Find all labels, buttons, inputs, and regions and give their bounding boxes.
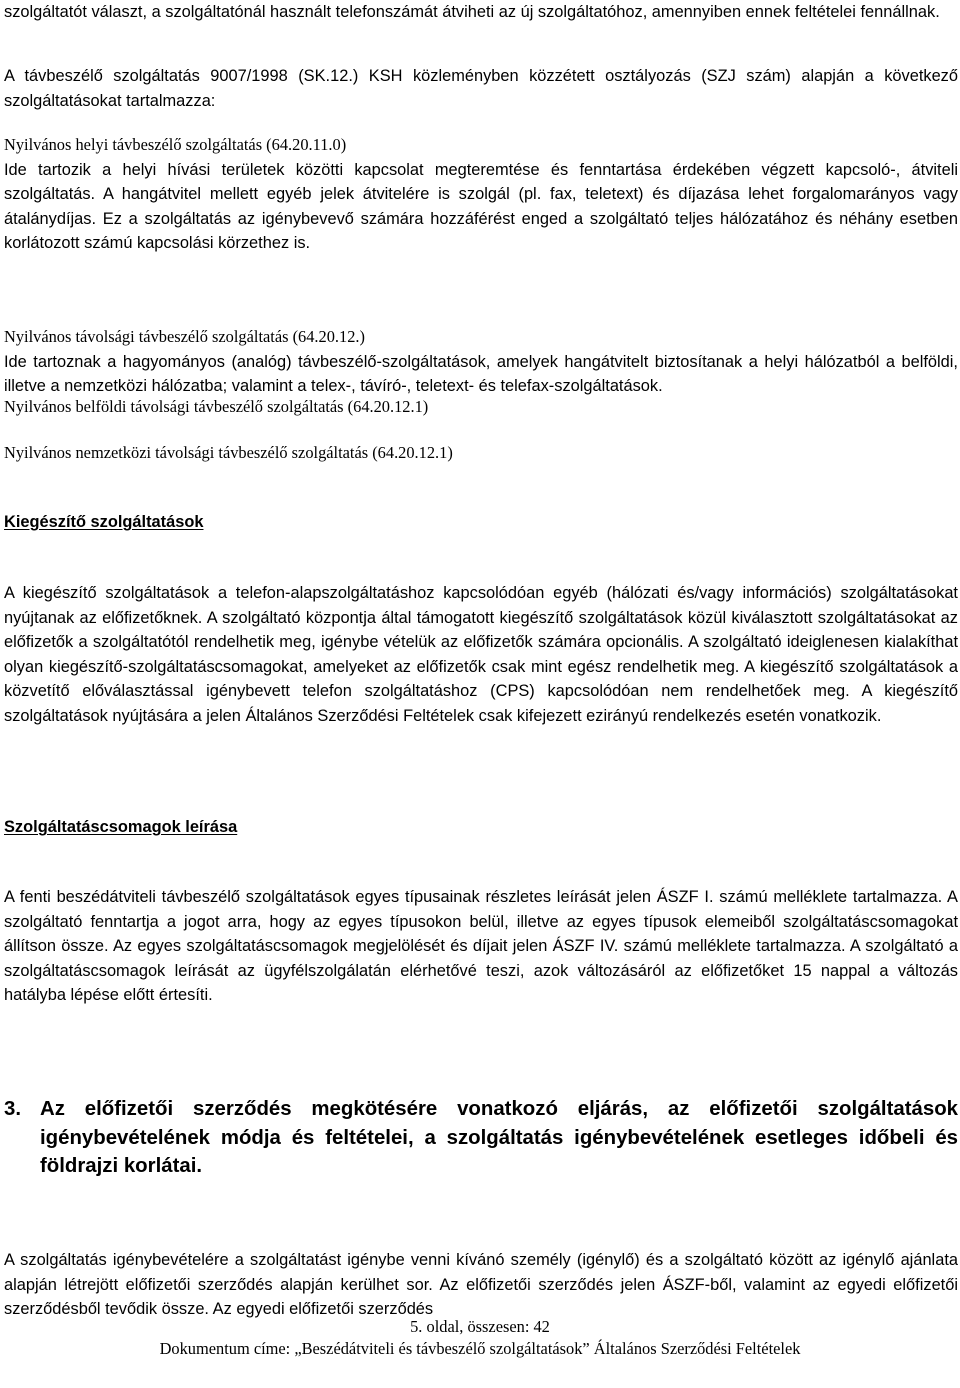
footer-document-title: Dokumentum címe: „Beszédátviteli és távbeszélő szolgáltatások” Általános Szerződési Feltételek	[159, 1339, 801, 1358]
international-long-distance-title: Nyilvános nemzetközi távolsági távbeszélő szolgáltatás (64.20.12.1)	[4, 443, 453, 462]
page-footer	[0, 1316, 960, 1360]
footer-page-info: 5. oldal, összesen: 42	[410, 1317, 550, 1336]
packages-section	[4, 814, 958, 840]
long-distance-service-text: Ide tartoznak a hagyományos (analóg) távbeszélő-szolgáltatások, amelyek hangátvitelt biztosítanak a helyi hálózatból a belföldi, illetve a nemzetközi hálózatba; valamint a telex-, távíró-, teletext- és telefax-szolgáltatások.	[4, 352, 958, 395]
packages-heading: Szolgáltatáscsomagok leírása	[4, 818, 238, 836]
supplementary-text: A kiegészítő szolgáltatások a telefon-alapszolgáltatáshoz kapcsolódóan egyéb (hálózati és/vagy információs) szolgáltatásokat nyújtanak az előfizetőknek. A szolgáltató központja által támogatott kiegészítő szolgáltatások közül kiválasztott szolgáltatásokat az előfizetők a szolgáltatótól rendelhetik meg, igénybe vételük az előfizetők számára opcionális. A szolgáltató ideiglenesen kialakíthat olyan kiegészítő-szolgáltatáscsomagokat, amelyeket az előfizetők csak mint egész rendelhetik meg. A kiegészítő szolgáltatások a közvetítő előválasztással igénybevett telefon szolgáltatáshoz (CPS) kapcsolódóan nem rendelhetőek meg. A kiegészítő szolgáltatások nyújtására a jelen Általános Szerződési Feltételek csak kifejezett ezirányú rendelkezés esetén vonatkozik.	[4, 584, 958, 725]
supplementary-heading: Kiegészítő szolgáltatások	[4, 513, 204, 531]
local-service-title: Nyilvános helyi távbeszélő szolgáltatás (64.20.11.0)	[4, 135, 347, 154]
supplementary-services-section	[4, 508, 958, 536]
section-3-heading	[4, 1095, 958, 1181]
section-3-text: A szolgáltatás igénybevételére a szolgáltatást igénybe venni kívánó személy (igénylő) és a szolgáltató között az igénylő ajánlata alapján létrejött előfizetői szerződés alapján kerülhet sor. Az előfizetői szerződés jelen ÁSZF-ből, valamint az egyedi előfizetői szerződésből tevődik össze. Az egyedi előfizetői szerződés	[4, 1251, 958, 1318]
section-3-number: 3.	[4, 1098, 22, 1120]
long-distance-service-section	[4, 325, 958, 399]
packages-text: A fenti beszédátviteli távbeszélő szolgáltatások egyes típusainak részletes leírását jelen ÁSZF I. számú melléklete tartalmazza. A szolgáltató fenntartja a jogot arra, hogy az egyes típusokon belül, illetve az egyes típusok elemeiből szolgáltatáscsomagokat állítson össze. Az egyes szolgáltatáscsomagok megjelölését és díjait jelen ÁSZF IV. számú melléklete tartalmazza. A szolgáltató a szolgáltatáscsomagok leírását az ügyfélszolgálatán elérhetővé teszi, azok változásáról az előfizetőket 15 nappal a változás hatályba lépése előtt értesíti.	[4, 888, 958, 1004]
domestic-long-distance-title: Nyilvános belföldi távolsági távbeszélő szolgáltatás (64.20.12.1)	[4, 397, 429, 416]
section-3-title: Az előfizetői szerződés megkötésére vonatkozó eljárás, az előfizetői szolgáltatások igénybevételének módja és feltételei, a szolgáltatás igénybevételének esetleges időbeli és földrajzi korlátai.	[40, 1098, 958, 1177]
local-service-text: Ide tartozik a helyi hívási területek közötti kapcsolat megteremtése és fenntartása érdekében végzett kapcsoló-, átviteli szolgáltatás. A hangátvitel mellett egyéb jelek átvitelére is szolgál (pl. fax, teletext) és díjazása lehet forgalomarányos vagy átalánydíjas. Ez a szolgáltatás az igénybevevő számára hozzáférést enged a szolgáltató teljes hálózatához és néhány esetben korlátozott számú kapcsolási körzethez is.	[4, 160, 958, 252]
long-distance-service-title: Nyilvános távolsági távbeszélő szolgáltatás (64.20.12.)	[4, 327, 365, 346]
classification-paragraph: A távbeszélő szolgáltatás 9007/1998 (SK.12.) KSH közleményben közzétett osztályozás (SZJ szám) alapján a következő szolgáltatásokat tartalmazza:	[4, 67, 958, 110]
intro-paragraph: szolgáltatót választ, a szolgáltatónál használt telefonszámát átviheti az új szolgáltatóhoz, amennyiben ennek feltételei fennállnak.	[4, 3, 940, 21]
local-service-section	[4, 133, 958, 256]
